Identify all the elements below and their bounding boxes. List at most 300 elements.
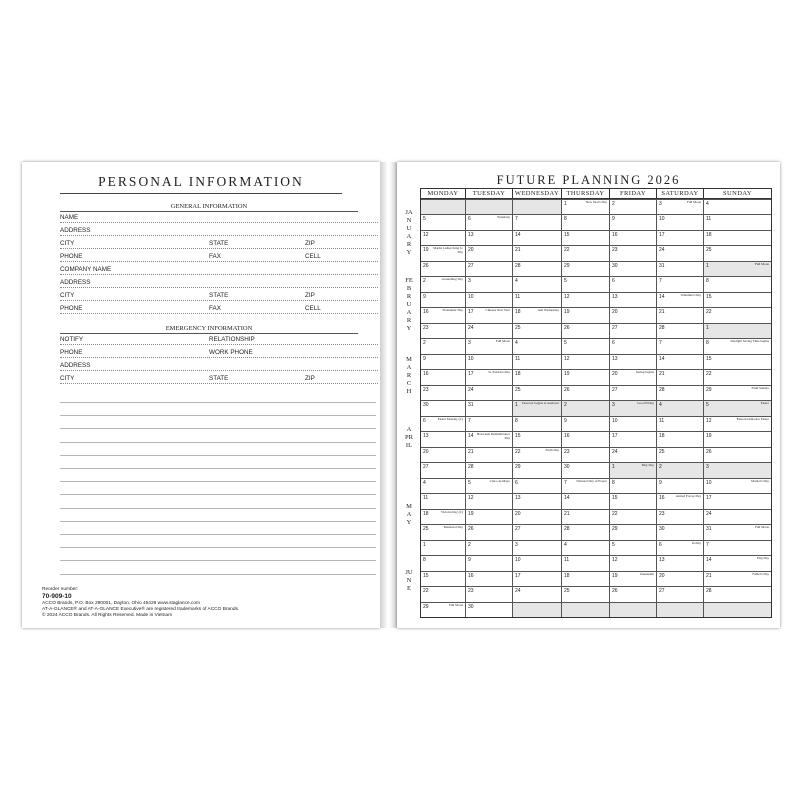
calendar-day-cell[interactable] bbox=[703, 369, 771, 384]
calendar-day-cell[interactable] bbox=[512, 509, 561, 524]
form-field-row[interactable] bbox=[60, 290, 378, 301]
calendar-day-cell[interactable] bbox=[656, 323, 703, 338]
calendar-day-cell[interactable] bbox=[703, 447, 771, 462]
day-number: 11 bbox=[706, 216, 712, 223]
calendar-day-cell[interactable] bbox=[656, 431, 703, 446]
form-field-row[interactable] bbox=[60, 225, 378, 236]
calendar-day-cell[interactable] bbox=[512, 586, 561, 601]
calendar-day-cell[interactable] bbox=[421, 230, 465, 245]
calendar-day-cell[interactable] bbox=[703, 571, 771, 586]
calendar-day-cell[interactable] bbox=[703, 586, 771, 601]
note-line[interactable] bbox=[60, 468, 376, 469]
note-line[interactable] bbox=[60, 534, 376, 535]
day-number: 21 bbox=[659, 371, 665, 378]
calendar-day-cell[interactable] bbox=[512, 431, 561, 446]
month-label-may: MAY bbox=[406, 503, 412, 527]
calendar-day-cell[interactable] bbox=[561, 586, 609, 601]
calendar-day-cell[interactable] bbox=[421, 555, 465, 570]
day-number: 29 bbox=[515, 464, 521, 471]
holiday-label: National Day of Prayer bbox=[576, 478, 607, 483]
day-number: 24 bbox=[468, 324, 474, 331]
calendar-day-cell[interactable] bbox=[656, 385, 703, 400]
day-number: 6 bbox=[515, 479, 518, 486]
day-number: 23 bbox=[659, 510, 665, 517]
day-number: 23 bbox=[423, 386, 429, 393]
day-number: 24 bbox=[612, 448, 618, 455]
calendar-day-cell[interactable] bbox=[609, 493, 656, 508]
calendar-day-cell[interactable] bbox=[421, 369, 465, 384]
calendar-day-cell[interactable] bbox=[421, 416, 465, 431]
month-label-march: MARCH bbox=[406, 356, 412, 396]
calendar-day-cell[interactable] bbox=[561, 400, 609, 415]
holiday-label: Valentine's Day bbox=[680, 292, 701, 297]
calendar-day-cell[interactable] bbox=[656, 555, 703, 570]
day-number: 10 bbox=[515, 557, 521, 564]
form-field-row[interactable] bbox=[60, 277, 378, 288]
form-field-row[interactable] bbox=[60, 347, 378, 358]
note-line[interactable] bbox=[60, 402, 376, 403]
day-number: 28 bbox=[468, 464, 474, 471]
day-number: 19 bbox=[468, 510, 474, 517]
calendar-day-cell[interactable] bbox=[609, 245, 656, 260]
day-number: 7 bbox=[468, 417, 471, 424]
day-number: 27 bbox=[515, 526, 521, 533]
note-line[interactable] bbox=[60, 481, 376, 482]
calendar-day-cell[interactable] bbox=[465, 385, 512, 400]
note-line[interactable] bbox=[60, 428, 376, 429]
calendar-day-cell[interactable] bbox=[421, 493, 465, 508]
calendar-day-cell[interactable] bbox=[656, 540, 703, 555]
day-number: 19 bbox=[706, 433, 712, 440]
calendar-day-cell[interactable] bbox=[656, 199, 703, 214]
calendar-day-cell[interactable] bbox=[703, 493, 771, 508]
calendar-day-cell[interactable] bbox=[703, 323, 771, 338]
calendar-day-cell[interactable] bbox=[656, 400, 703, 415]
field-label: NAME bbox=[60, 214, 79, 221]
form-field-row[interactable] bbox=[60, 238, 378, 249]
calendar-day-cell[interactable] bbox=[609, 400, 656, 415]
calendar-day-cell[interactable] bbox=[609, 276, 656, 291]
day-number: 6 bbox=[659, 541, 662, 548]
calendar-day-cell[interactable] bbox=[656, 354, 703, 369]
calendar-day-cell[interactable] bbox=[561, 555, 609, 570]
calendar-day-cell[interactable] bbox=[561, 462, 609, 477]
calendar-day-cell[interactable] bbox=[609, 385, 656, 400]
note-line[interactable] bbox=[60, 455, 376, 456]
calendar-day-cell[interactable] bbox=[465, 447, 512, 462]
calendar-day-cell[interactable] bbox=[561, 261, 609, 276]
calendar-day-cell[interactable] bbox=[561, 245, 609, 260]
calendar-day-cell[interactable] bbox=[561, 338, 609, 353]
day-number: 14 bbox=[659, 355, 665, 362]
calendar-day-cell[interactable] bbox=[465, 323, 512, 338]
calendar-day-cell[interactable] bbox=[512, 245, 561, 260]
calendar-day-cell[interactable] bbox=[656, 214, 703, 229]
calendar-day-cell[interactable] bbox=[421, 400, 465, 415]
calendar-day-cell[interactable] bbox=[512, 385, 561, 400]
calendar-day-cell[interactable] bbox=[656, 586, 703, 601]
calendar-day-cell[interactable] bbox=[703, 230, 771, 245]
form-field-row[interactable] bbox=[60, 334, 378, 345]
general-information-heading: GENERAL INFORMATION bbox=[60, 203, 358, 212]
calendar-day-cell[interactable] bbox=[465, 276, 512, 291]
calendar-day-cell[interactable] bbox=[512, 276, 561, 291]
calendar-day-cell[interactable] bbox=[512, 292, 561, 307]
note-line[interactable] bbox=[60, 560, 376, 561]
calendar-day-cell[interactable] bbox=[465, 199, 512, 214]
calendar-day-cell[interactable] bbox=[703, 509, 771, 524]
calendar-day-cell[interactable] bbox=[421, 199, 465, 214]
calendar-day-cell[interactable] bbox=[609, 230, 656, 245]
calendar-day-cell[interactable] bbox=[512, 261, 561, 276]
calendar-day-cell[interactable] bbox=[703, 555, 771, 570]
day-number: 12 bbox=[706, 417, 712, 424]
calendar-day-cell[interactable] bbox=[512, 416, 561, 431]
calendar-day-cell[interactable] bbox=[703, 540, 771, 555]
form-field-row[interactable] bbox=[60, 303, 378, 314]
reorder-info bbox=[42, 587, 239, 619]
day-number: 7 bbox=[515, 216, 518, 223]
calendar-day-cell[interactable] bbox=[465, 555, 512, 570]
calendar-day-cell[interactable] bbox=[703, 602, 771, 617]
calendar-day-cell[interactable] bbox=[703, 431, 771, 446]
calendar-day-cell[interactable] bbox=[656, 230, 703, 245]
calendar-day-cell[interactable] bbox=[561, 431, 609, 446]
note-line[interactable] bbox=[60, 415, 376, 416]
calendar-day-cell[interactable] bbox=[609, 540, 656, 555]
day-number: 3 bbox=[659, 201, 662, 207]
calendar-day-cell[interactable] bbox=[421, 385, 465, 400]
month-label-april: APRIL bbox=[405, 425, 413, 449]
form-field-row[interactable] bbox=[60, 360, 378, 371]
day-number: 24 bbox=[659, 247, 665, 254]
calendar-day-cell[interactable] bbox=[512, 323, 561, 338]
future-planning-page bbox=[397, 162, 780, 628]
day-number: 27 bbox=[612, 324, 618, 331]
calendar-day-cell[interactable] bbox=[609, 524, 656, 539]
day-number: 31 bbox=[468, 402, 474, 409]
page-title: FUTURE PLANNING 2026 bbox=[496, 173, 681, 187]
footer-line: ACCO Brands, P.O. Box 290001, Dayton, Ohio 45429 www.staglance.com bbox=[42, 601, 201, 606]
calendar-day-cell[interactable] bbox=[465, 307, 512, 322]
calendar-day-cell[interactable] bbox=[421, 431, 465, 446]
calendar-day-cell[interactable] bbox=[561, 524, 609, 539]
calendar-day-cell[interactable] bbox=[656, 307, 703, 322]
calendar-day-cell[interactable] bbox=[465, 245, 512, 260]
day-number: 16 bbox=[564, 433, 570, 440]
calendar-day-cell[interactable] bbox=[561, 416, 609, 431]
calendar-day-cell[interactable] bbox=[465, 524, 512, 539]
day-number: 9 bbox=[659, 479, 662, 486]
field-label: CITY bbox=[60, 292, 75, 299]
day-number: 12 bbox=[612, 557, 618, 564]
note-line[interactable] bbox=[60, 494, 376, 495]
month-label-june: JUNE bbox=[405, 569, 413, 593]
calendar-day-cell[interactable] bbox=[703, 385, 771, 400]
calendar-day-cell[interactable] bbox=[421, 524, 465, 539]
calendar-day-cell[interactable] bbox=[465, 400, 512, 415]
calendar-day-cell[interactable] bbox=[561, 292, 609, 307]
calendar-day-cell[interactable] bbox=[703, 462, 771, 477]
calendar-day-cell[interactable] bbox=[609, 555, 656, 570]
day-number: 5 bbox=[423, 216, 426, 223]
calendar-day-cell[interactable] bbox=[703, 307, 771, 322]
calendar-day-cell[interactable] bbox=[421, 540, 465, 555]
calendar-day-cell[interactable] bbox=[421, 478, 465, 493]
calendar-day-cell[interactable] bbox=[512, 230, 561, 245]
calendar-day-cell[interactable] bbox=[656, 447, 703, 462]
calendar-day-cell[interactable] bbox=[465, 292, 512, 307]
form-field-row[interactable] bbox=[60, 264, 378, 275]
calendar-day-cell[interactable] bbox=[656, 292, 703, 307]
calendar-day-cell[interactable] bbox=[703, 416, 771, 431]
day-number: 28 bbox=[659, 386, 665, 393]
calendar-day-cell[interactable] bbox=[512, 571, 561, 586]
calendar-day-cell[interactable] bbox=[609, 602, 656, 617]
calendar-day-cell[interactable] bbox=[465, 493, 512, 508]
calendar-day-cell[interactable] bbox=[561, 478, 609, 493]
calendar-day-cell[interactable] bbox=[561, 199, 609, 214]
day-number: 6 bbox=[423, 417, 426, 424]
calendar-day-cell[interactable] bbox=[421, 447, 465, 462]
calendar-day-cell[interactable] bbox=[656, 571, 703, 586]
calendar-day-cell[interactable] bbox=[656, 462, 703, 477]
calendar-day-cell[interactable] bbox=[609, 369, 656, 384]
calendar-day-cell[interactable] bbox=[609, 431, 656, 446]
calendar-day-cell[interactable] bbox=[561, 276, 609, 291]
calendar-day-cell[interactable] bbox=[561, 307, 609, 322]
field-label: PHONE bbox=[60, 253, 83, 260]
day-number: 20 bbox=[659, 572, 665, 579]
calendar-day-cell[interactable] bbox=[656, 338, 703, 353]
day-number: 16 bbox=[468, 572, 474, 579]
calendar-day-cell[interactable] bbox=[609, 338, 656, 353]
calendar-day-cell[interactable] bbox=[465, 354, 512, 369]
field-label: WORK PHONE bbox=[209, 349, 253, 356]
calendar-day-cell[interactable] bbox=[609, 261, 656, 276]
calendar-day-cell[interactable] bbox=[465, 586, 512, 601]
field-label: STATE bbox=[209, 292, 229, 299]
calendar-day-cell[interactable] bbox=[421, 338, 465, 353]
day-number: 22 bbox=[515, 448, 521, 455]
calendar-day-cell[interactable] bbox=[609, 323, 656, 338]
calendar-day-cell[interactable] bbox=[703, 338, 771, 353]
calendar-day-cell[interactable] bbox=[421, 245, 465, 260]
day-number: 30 bbox=[423, 402, 429, 409]
day-number: 18 bbox=[515, 371, 521, 378]
calendar-day-cell[interactable] bbox=[465, 338, 512, 353]
calendar-day-cell[interactable] bbox=[703, 400, 771, 415]
month-label-january: JANUARY bbox=[405, 208, 413, 256]
calendar-day-cell[interactable] bbox=[609, 571, 656, 586]
day-number: 13 bbox=[423, 433, 429, 440]
day-header-thursday: THURSDAY bbox=[561, 189, 609, 199]
calendar-day-cell[interactable] bbox=[703, 524, 771, 539]
day-number: 22 bbox=[423, 588, 429, 595]
calendar-day-cell[interactable] bbox=[703, 261, 771, 276]
calendar-day-cell[interactable] bbox=[421, 571, 465, 586]
day-number: 20 bbox=[612, 371, 618, 378]
holiday-label: Spring begins bbox=[635, 370, 654, 375]
calendar-day-cell[interactable] bbox=[421, 214, 465, 229]
calendar-day-cell[interactable] bbox=[561, 354, 609, 369]
calendar-day-cell[interactable] bbox=[465, 462, 512, 477]
calendar-day-cell[interactable] bbox=[421, 462, 465, 477]
calendar-day-cell[interactable] bbox=[609, 447, 656, 462]
calendar-day-cell[interactable] bbox=[512, 369, 561, 384]
holiday-label: Juneteenth bbox=[639, 571, 654, 576]
field-label: STATE bbox=[209, 375, 229, 382]
form-field-row[interactable] bbox=[60, 251, 378, 262]
calendar-day-cell[interactable] bbox=[465, 369, 512, 384]
calendar-day-cell[interactable] bbox=[656, 524, 703, 539]
day-number: 5 bbox=[564, 340, 567, 347]
holiday-label: Full Moon bbox=[754, 261, 769, 266]
calendar-day-cell[interactable] bbox=[512, 338, 561, 353]
calendar-day-cell[interactable] bbox=[703, 292, 771, 307]
calendar-day-cell[interactable] bbox=[512, 199, 561, 214]
calendar-day-cell[interactable] bbox=[561, 369, 609, 384]
note-line[interactable] bbox=[60, 574, 376, 575]
calendar-day-cell[interactable] bbox=[561, 385, 609, 400]
calendar-day-cell[interactable] bbox=[609, 478, 656, 493]
calendar-day-cell[interactable] bbox=[561, 540, 609, 555]
calendar-day-cell[interactable] bbox=[465, 478, 512, 493]
field-label: ZIP bbox=[305, 375, 315, 382]
calendar-day-cell[interactable] bbox=[703, 214, 771, 229]
calendar-day-cell[interactable] bbox=[609, 586, 656, 601]
calendar-day-cell[interactable] bbox=[465, 509, 512, 524]
calendar-day-cell[interactable] bbox=[421, 602, 465, 617]
calendar-day-cell[interactable] bbox=[656, 261, 703, 276]
calendar-day-cell[interactable] bbox=[609, 199, 656, 214]
calendar-day-cell[interactable] bbox=[421, 509, 465, 524]
calendar-day-cell[interactable] bbox=[609, 307, 656, 322]
day-number: 9 bbox=[423, 293, 426, 300]
calendar-day-cell[interactable] bbox=[609, 416, 656, 431]
calendar-day-cell[interactable] bbox=[656, 416, 703, 431]
holiday-label: Good Friday bbox=[637, 401, 654, 406]
day-number: 3 bbox=[515, 541, 518, 548]
calendar-day-cell[interactable] bbox=[561, 509, 609, 524]
calendar-day-cell[interactable] bbox=[609, 509, 656, 524]
calendar-day-cell[interactable] bbox=[512, 602, 561, 617]
day-number: 15 bbox=[612, 495, 618, 502]
calendar-day-cell[interactable] bbox=[609, 214, 656, 229]
calendar-day-cell[interactable] bbox=[512, 214, 561, 229]
calendar-day-cell[interactable] bbox=[512, 524, 561, 539]
note-line[interactable] bbox=[60, 508, 376, 509]
calendar-day-cell[interactable] bbox=[656, 509, 703, 524]
calendar-day-cell[interactable] bbox=[609, 292, 656, 307]
calendar-day-cell[interactable] bbox=[561, 571, 609, 586]
calendar-day-cell[interactable] bbox=[561, 447, 609, 462]
day-number: 4 bbox=[515, 278, 518, 285]
note-line[interactable] bbox=[60, 442, 376, 443]
calendar-day-cell[interactable] bbox=[465, 230, 512, 245]
day-number: 18 bbox=[659, 433, 665, 440]
calendar-day-cell[interactable] bbox=[465, 214, 512, 229]
form-field-row[interactable] bbox=[60, 373, 378, 384]
calendar-day-cell[interactable] bbox=[421, 292, 465, 307]
day-number: 11 bbox=[515, 355, 521, 362]
day-number: 17 bbox=[468, 371, 474, 378]
calendar-day-cell[interactable] bbox=[656, 369, 703, 384]
calendar-day-cell[interactable] bbox=[512, 555, 561, 570]
calendar-day-cell[interactable] bbox=[609, 462, 656, 477]
calendar-day-cell[interactable] bbox=[512, 447, 561, 462]
day-number: 2 bbox=[564, 402, 567, 409]
calendar-day-cell[interactable] bbox=[703, 478, 771, 493]
calendar-day-cell[interactable] bbox=[421, 586, 465, 601]
calendar-day-cell[interactable] bbox=[421, 323, 465, 338]
calendar-day-cell[interactable] bbox=[703, 245, 771, 260]
calendar-day-cell[interactable] bbox=[561, 214, 609, 229]
calendar-day-cell[interactable] bbox=[703, 276, 771, 291]
calendar-day-cell[interactable] bbox=[561, 230, 609, 245]
holiday-label: Eastern Orthodox Easter bbox=[736, 416, 769, 421]
calendar-day-cell[interactable] bbox=[512, 307, 561, 322]
day-number: 22 bbox=[612, 510, 618, 517]
calendar-day-cell[interactable] bbox=[465, 540, 512, 555]
calendar-day-cell[interactable] bbox=[512, 493, 561, 508]
day-number: 2 bbox=[468, 541, 471, 548]
calendar-day-cell[interactable] bbox=[512, 400, 561, 415]
form-field-row[interactable] bbox=[60, 212, 378, 223]
calendar-day-cell[interactable] bbox=[512, 354, 561, 369]
day-number: 1 bbox=[706, 324, 709, 331]
field-label: ZIP bbox=[305, 292, 315, 299]
calendar-day-cell[interactable] bbox=[421, 276, 465, 291]
calendar-day-cell[interactable] bbox=[656, 276, 703, 291]
calendar-day-cell[interactable] bbox=[656, 245, 703, 260]
day-number: 10 bbox=[659, 216, 665, 223]
calendar-day-cell[interactable] bbox=[512, 462, 561, 477]
day-number: 15 bbox=[706, 355, 712, 362]
calendar-day-cell[interactable] bbox=[465, 261, 512, 276]
day-number: 14 bbox=[564, 495, 570, 502]
day-number: 24 bbox=[468, 386, 474, 393]
calendar-day-cell[interactable] bbox=[421, 261, 465, 276]
calendar-day-cell[interactable] bbox=[703, 354, 771, 369]
note-line[interactable] bbox=[60, 547, 376, 548]
note-line[interactable] bbox=[60, 521, 376, 522]
calendar-day-cell[interactable] bbox=[561, 602, 609, 617]
calendar-day-cell[interactable] bbox=[656, 478, 703, 493]
calendar-day-cell[interactable] bbox=[465, 571, 512, 586]
calendar-day-cell[interactable] bbox=[421, 354, 465, 369]
calendar-day-cell[interactable] bbox=[465, 602, 512, 617]
calendar-day-cell[interactable] bbox=[656, 602, 703, 617]
calendar-day-cell[interactable] bbox=[465, 431, 512, 446]
calendar-day-cell[interactable] bbox=[512, 540, 561, 555]
calendar-day-cell[interactable] bbox=[561, 323, 609, 338]
day-number: 10 bbox=[468, 293, 474, 300]
day-number: 17 bbox=[706, 495, 712, 502]
day-number: 15 bbox=[564, 231, 570, 238]
calendar-day-cell[interactable] bbox=[656, 493, 703, 508]
day-number: 8 bbox=[706, 278, 709, 285]
calendar-day-cell[interactable] bbox=[421, 307, 465, 322]
calendar-day-cell[interactable] bbox=[512, 478, 561, 493]
calendar-day-cell[interactable] bbox=[703, 199, 771, 214]
field-label: CELL bbox=[305, 253, 321, 260]
calendar-day-cell[interactable] bbox=[561, 493, 609, 508]
calendar-day-cell[interactable] bbox=[609, 354, 656, 369]
day-number: 11 bbox=[423, 495, 429, 502]
day-number: 29 bbox=[423, 603, 429, 610]
calendar-day-cell[interactable] bbox=[465, 416, 512, 431]
